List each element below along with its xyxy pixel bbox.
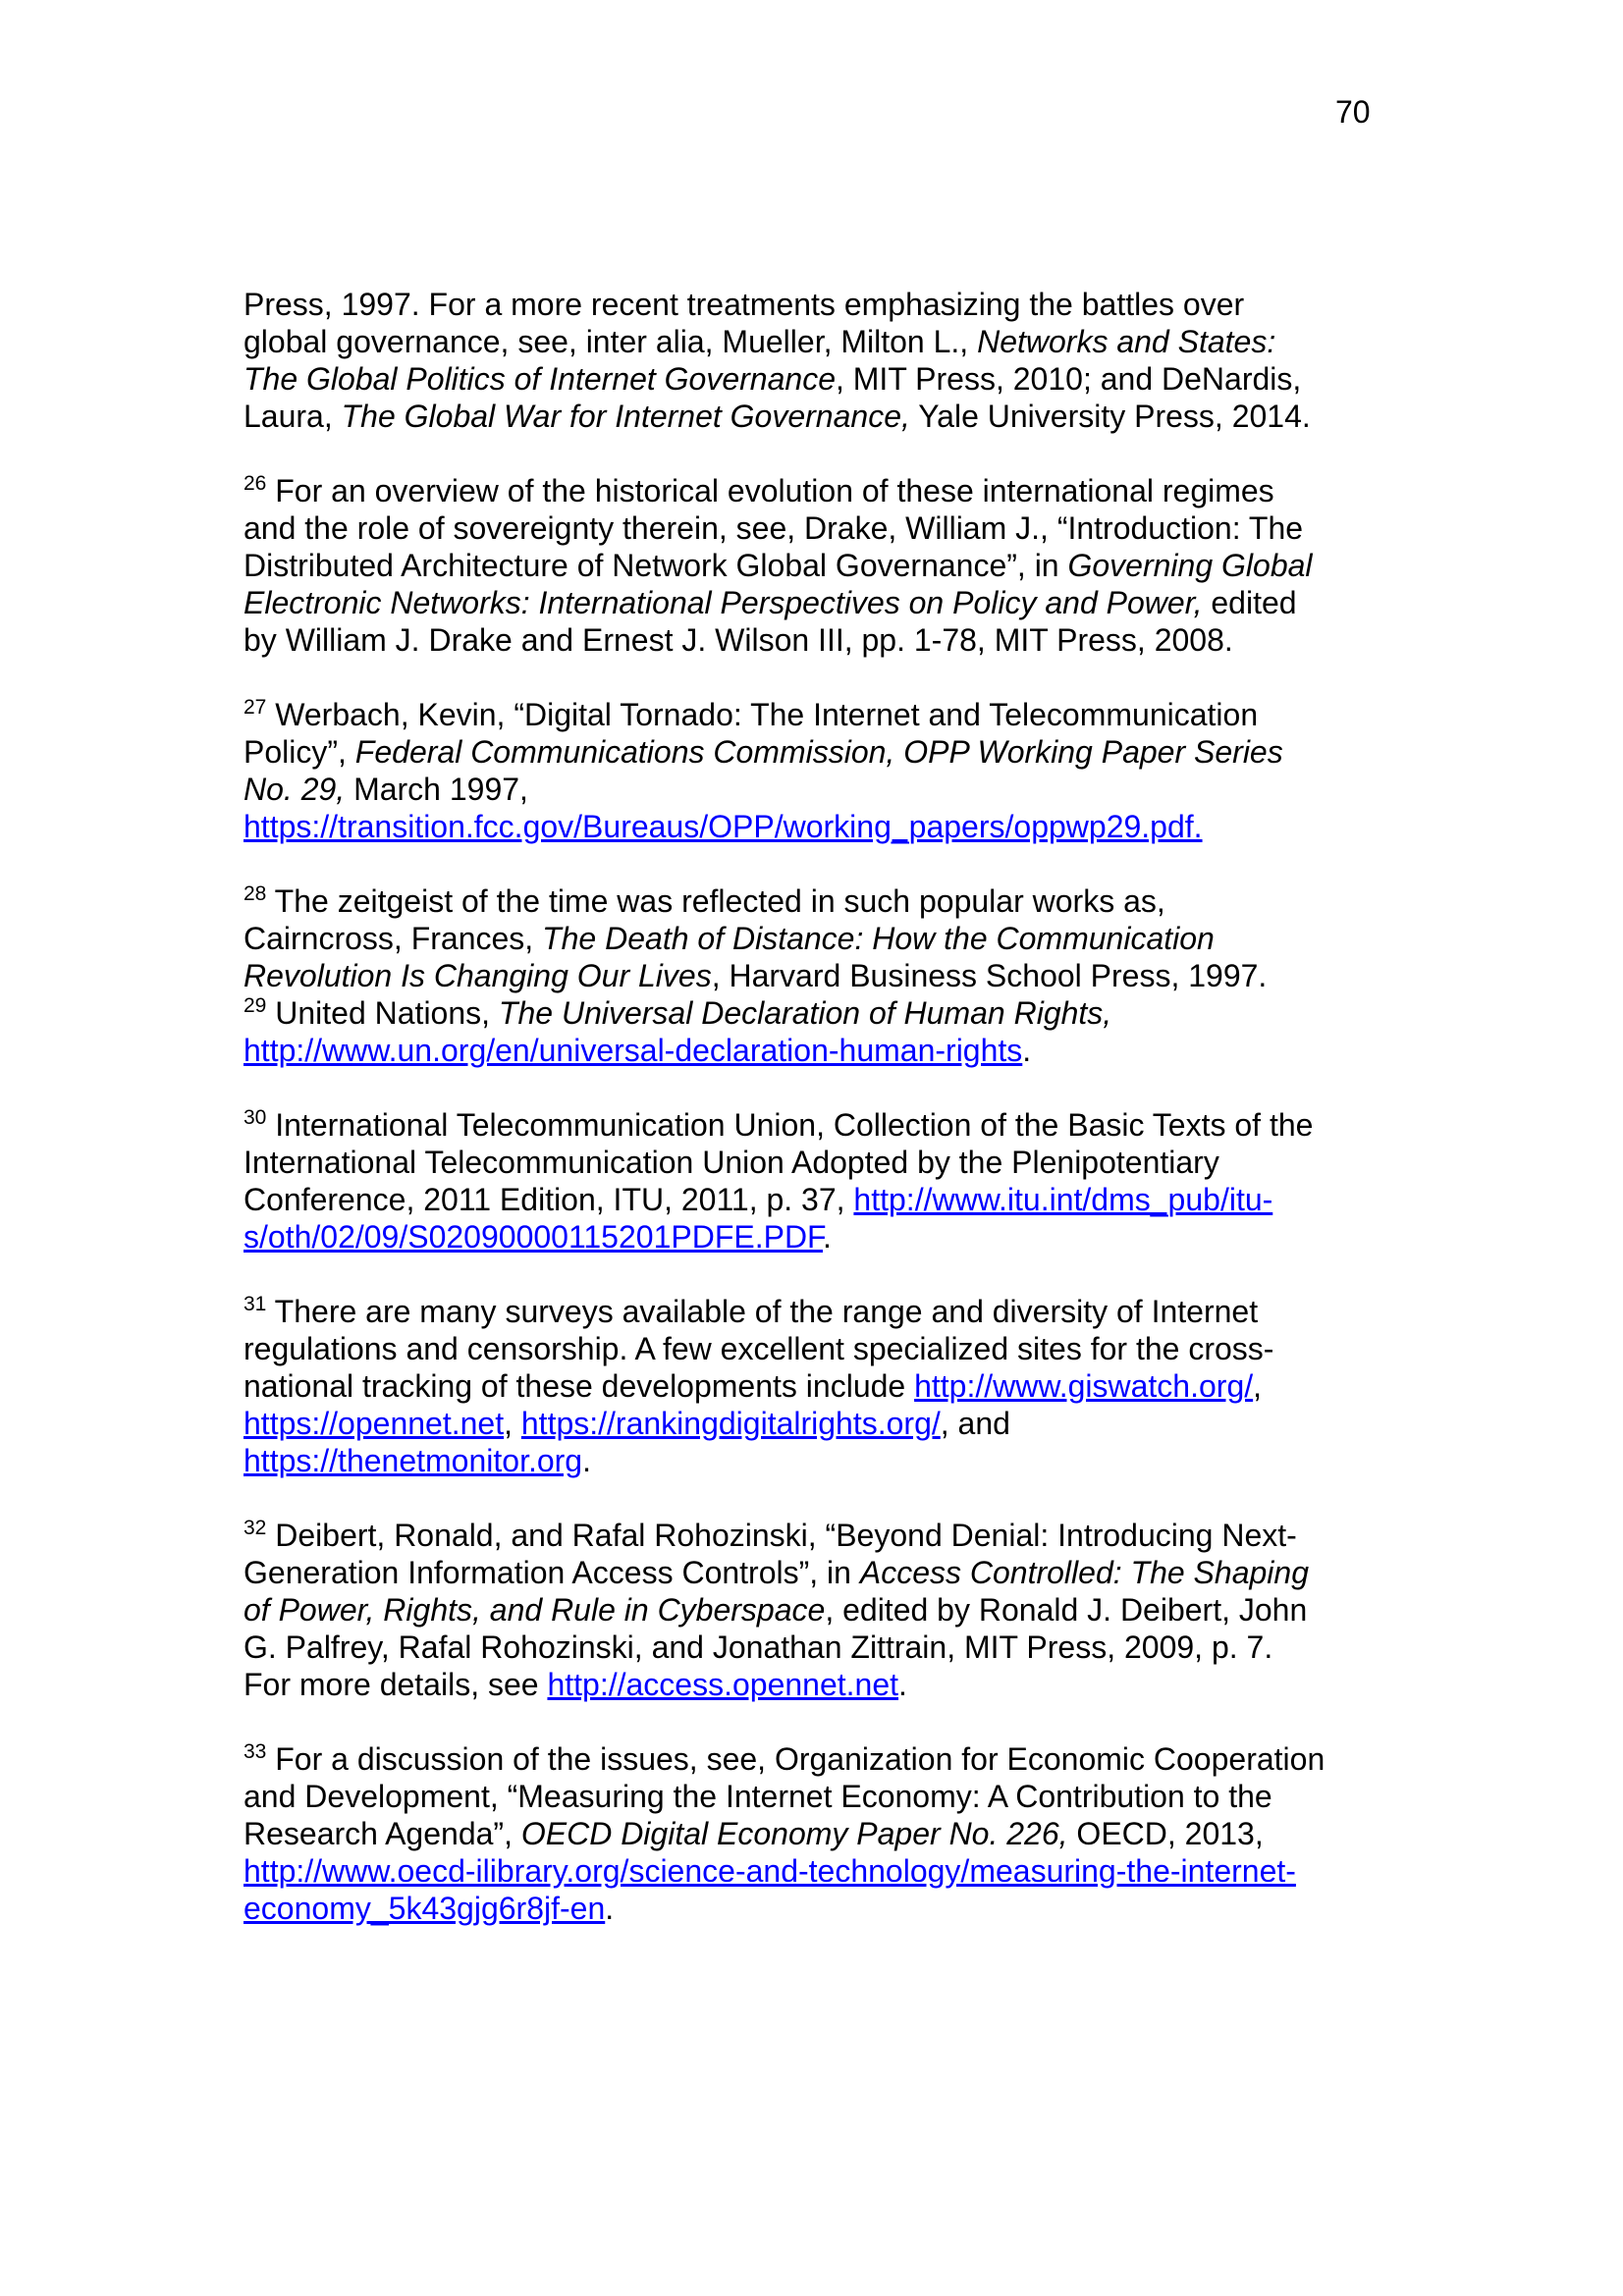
text-line [243, 733, 1520, 771]
text-line [243, 1330, 1520, 1367]
italic-text-run: OECD Digital Economy Paper No. 226, [520, 1816, 1068, 1851]
text-run: Conference, 2011 Edition, ITU, 2011, p. 37, [243, 1182, 854, 1217]
text-line [243, 1815, 1520, 1852]
text-run: Generation Information Access Controls”, in [243, 1555, 860, 1590]
footnote-paragraph [243, 1517, 1520, 1703]
footnote-paragraph [243, 286, 1520, 435]
hyperlink[interactable]: https://opennet.net [243, 1406, 505, 1441]
text-line [243, 696, 1520, 733]
text-line [243, 1181, 1520, 1218]
hyperlink[interactable]: http://access.opennet.net [547, 1667, 899, 1702]
text-run: regulations and censorship. A few excellent specialized sites for the cross- [243, 1331, 1274, 1366]
text-run: edited [1202, 585, 1297, 620]
page-number: 70 [1335, 94, 1371, 130]
text-line [243, 1852, 1520, 1890]
footnote-number: 26 [243, 472, 267, 495]
text-line [243, 1106, 1520, 1144]
footnote-number: 28 [243, 882, 267, 905]
footnote-number: 33 [243, 1740, 267, 1763]
text-line [243, 920, 1520, 957]
footnote-number: 29 [243, 994, 267, 1017]
hyperlink[interactable]: economy_5k43gjg6r8jf-en [243, 1891, 606, 1926]
text-line [243, 1144, 1520, 1181]
hyperlink[interactable]: s/oth/02/09/S02090000115201PDFE.PDF [243, 1219, 824, 1255]
text-run: For more details, see [243, 1667, 548, 1702]
text-run: March 1997, [345, 772, 528, 807]
text-line [243, 1367, 1520, 1405]
hyperlink[interactable]: http://www.itu.int/dms_pub/itu- [853, 1182, 1273, 1217]
text-line [243, 323, 1520, 360]
text-line [243, 1218, 1520, 1255]
footnote-paragraph [243, 1740, 1520, 1927]
text-line [243, 398, 1520, 435]
footnote-paragraph [243, 1106, 1520, 1255]
footnote-number: 32 [243, 1517, 267, 1539]
text-line [243, 621, 1520, 659]
text-run: , and [940, 1406, 1010, 1441]
text-line [243, 771, 1520, 808]
text-run: . [582, 1443, 591, 1478]
italic-text-run: Federal Communications Commission, OPP Working Paper Series [354, 734, 1283, 770]
text-run: Cairncross, Frances, [243, 921, 543, 956]
italic-text-run: The Death of Distance: How the Communication [542, 921, 1215, 956]
text-line [243, 1591, 1520, 1629]
text-run: For a discussion of the issues, see, Organization for Economic Cooperation [266, 1741, 1325, 1777]
text-run: by William J. Drake and Ernest J. Wilson III, pp. 1-78, MIT Press, 2008. [243, 622, 1233, 658]
text-line [243, 360, 1520, 398]
text-line [243, 808, 1520, 845]
text-run: Distributed Architecture of Network Global Governance”, in [243, 548, 1068, 583]
text-line [243, 509, 1520, 547]
text-line [243, 472, 1520, 509]
italic-text-run: No. 29, [243, 772, 346, 807]
text-line [243, 1293, 1520, 1330]
hyperlink[interactable]: https://transition.fcc.gov/Bureaus/OPP/working_papers/oppwp29.pdf. [243, 809, 1203, 844]
text-run: . [605, 1891, 615, 1926]
text-run: and the role of sovereignty therein, see, Drake, William J., “Introduction: The [243, 510, 1304, 546]
text-run: . [1022, 1033, 1032, 1068]
text-run: For an overview of the historical evolution of these international regimes [266, 473, 1274, 508]
text-run: . [823, 1219, 832, 1255]
footnote-number: 27 [243, 696, 267, 719]
hyperlink[interactable]: http://www.giswatch.org/ [914, 1368, 1254, 1404]
text-line [243, 584, 1520, 621]
italic-text-run: of Power, Rights, and Rule in Cyberspace [243, 1592, 826, 1628]
text-run: Deibert, Ronald, and Rafal Rohozinski, “Beyond Denial: Introducing Next- [266, 1518, 1297, 1553]
italic-text-run: The Global War for Internet Governance, [341, 399, 910, 434]
italic-text-run: Revolution Is Changing Our Lives [243, 958, 712, 993]
text-run: United Nations, [266, 995, 499, 1031]
text-run: Werbach, Kevin, “Digital Tornado: The Internet and Telecommunication [266, 697, 1259, 732]
text-run: International Telecommunication Union, Collection of the Basic Texts of the [266, 1107, 1314, 1143]
text-run: Research Agenda”, [243, 1816, 521, 1851]
text-run: Laura, [243, 399, 342, 434]
text-run: national tracking of these developments include [243, 1368, 915, 1404]
footnote-paragraph [243, 696, 1520, 845]
text-line [243, 1629, 1520, 1666]
italic-text-run: Networks and States: [977, 324, 1276, 359]
footnote-paragraph [243, 882, 1520, 994]
italic-text-run: The Universal Declaration of Human Rights, [498, 995, 1112, 1031]
text-run: Policy”, [243, 734, 355, 770]
text-line [243, 1405, 1520, 1442]
text-run: global governance, see, inter alia, Mueller, Milton L., [243, 324, 978, 359]
text-run: Yale University Press, 2014. [909, 399, 1311, 434]
text-line [243, 286, 1520, 323]
footnotes-content [243, 286, 1520, 1927]
hyperlink[interactable]: https://rankingdigitalrights.org/ [520, 1406, 941, 1441]
text-run: , MIT Press, 2010; and DeNardis, [835, 361, 1302, 397]
text-run: , edited by Ronald J. Deibert, John [825, 1592, 1308, 1628]
text-run: Press, 1997. For a more recent treatments emphasizing the battles over [243, 287, 1245, 322]
text-line [243, 1778, 1520, 1815]
italic-text-run: Governing Global [1067, 548, 1313, 583]
text-line [243, 1517, 1520, 1554]
text-line [243, 1032, 1520, 1069]
text-run: International Telecommunication Union Adopted by the Plenipotentiary [243, 1145, 1219, 1180]
footnote-number: 30 [243, 1106, 267, 1129]
text-run: , Harvard Business School Press, 1997. [711, 958, 1268, 993]
text-line [243, 957, 1520, 994]
footnote-paragraph [243, 472, 1520, 659]
text-line [243, 1554, 1520, 1591]
text-run: OECD, 2013, [1067, 1816, 1264, 1851]
text-run: There are many surveys available of the range and diversity of Internet [266, 1294, 1259, 1329]
text-run: , [1253, 1368, 1263, 1404]
hyperlink[interactable]: http://www.oecd-ilibrary.org/science-and-technology/measuring-the-internet- [243, 1853, 1296, 1889]
text-line [243, 994, 1520, 1032]
footnote-paragraph [243, 994, 1520, 1069]
hyperlink[interactable]: http://www.un.org/en/universal-declaration-human-rights [243, 1033, 1023, 1068]
footnote-number: 31 [243, 1293, 267, 1315]
text-run: , [504, 1406, 521, 1441]
text-run: . [898, 1667, 907, 1702]
text-line [243, 1740, 1520, 1778]
text-run: and Development, “Measuring the Internet Economy: A Contribution to the [243, 1779, 1272, 1814]
footnote-paragraph [243, 1293, 1520, 1479]
italic-text-run: The Global Politics of Internet Governance [243, 361, 836, 397]
text-run: G. Palfrey, Rafal Rohozinski, and Jonathan Zittrain, MIT Press, 2009, p. 7. [243, 1629, 1273, 1665]
hyperlink[interactable]: https://thenetmonitor.org [243, 1443, 583, 1478]
text-line [243, 1442, 1520, 1479]
text-line [243, 547, 1520, 584]
text-line [243, 1666, 1520, 1703]
text-line [243, 882, 1520, 920]
italic-text-run: Electronic Networks: International Perspectives on Policy and Power, [243, 585, 1203, 620]
italic-text-run: Access Controlled: The Shaping [859, 1555, 1309, 1590]
text-line [243, 1890, 1520, 1927]
text-run: The zeitgeist of the time was reflected in such popular works as, [266, 883, 1165, 919]
